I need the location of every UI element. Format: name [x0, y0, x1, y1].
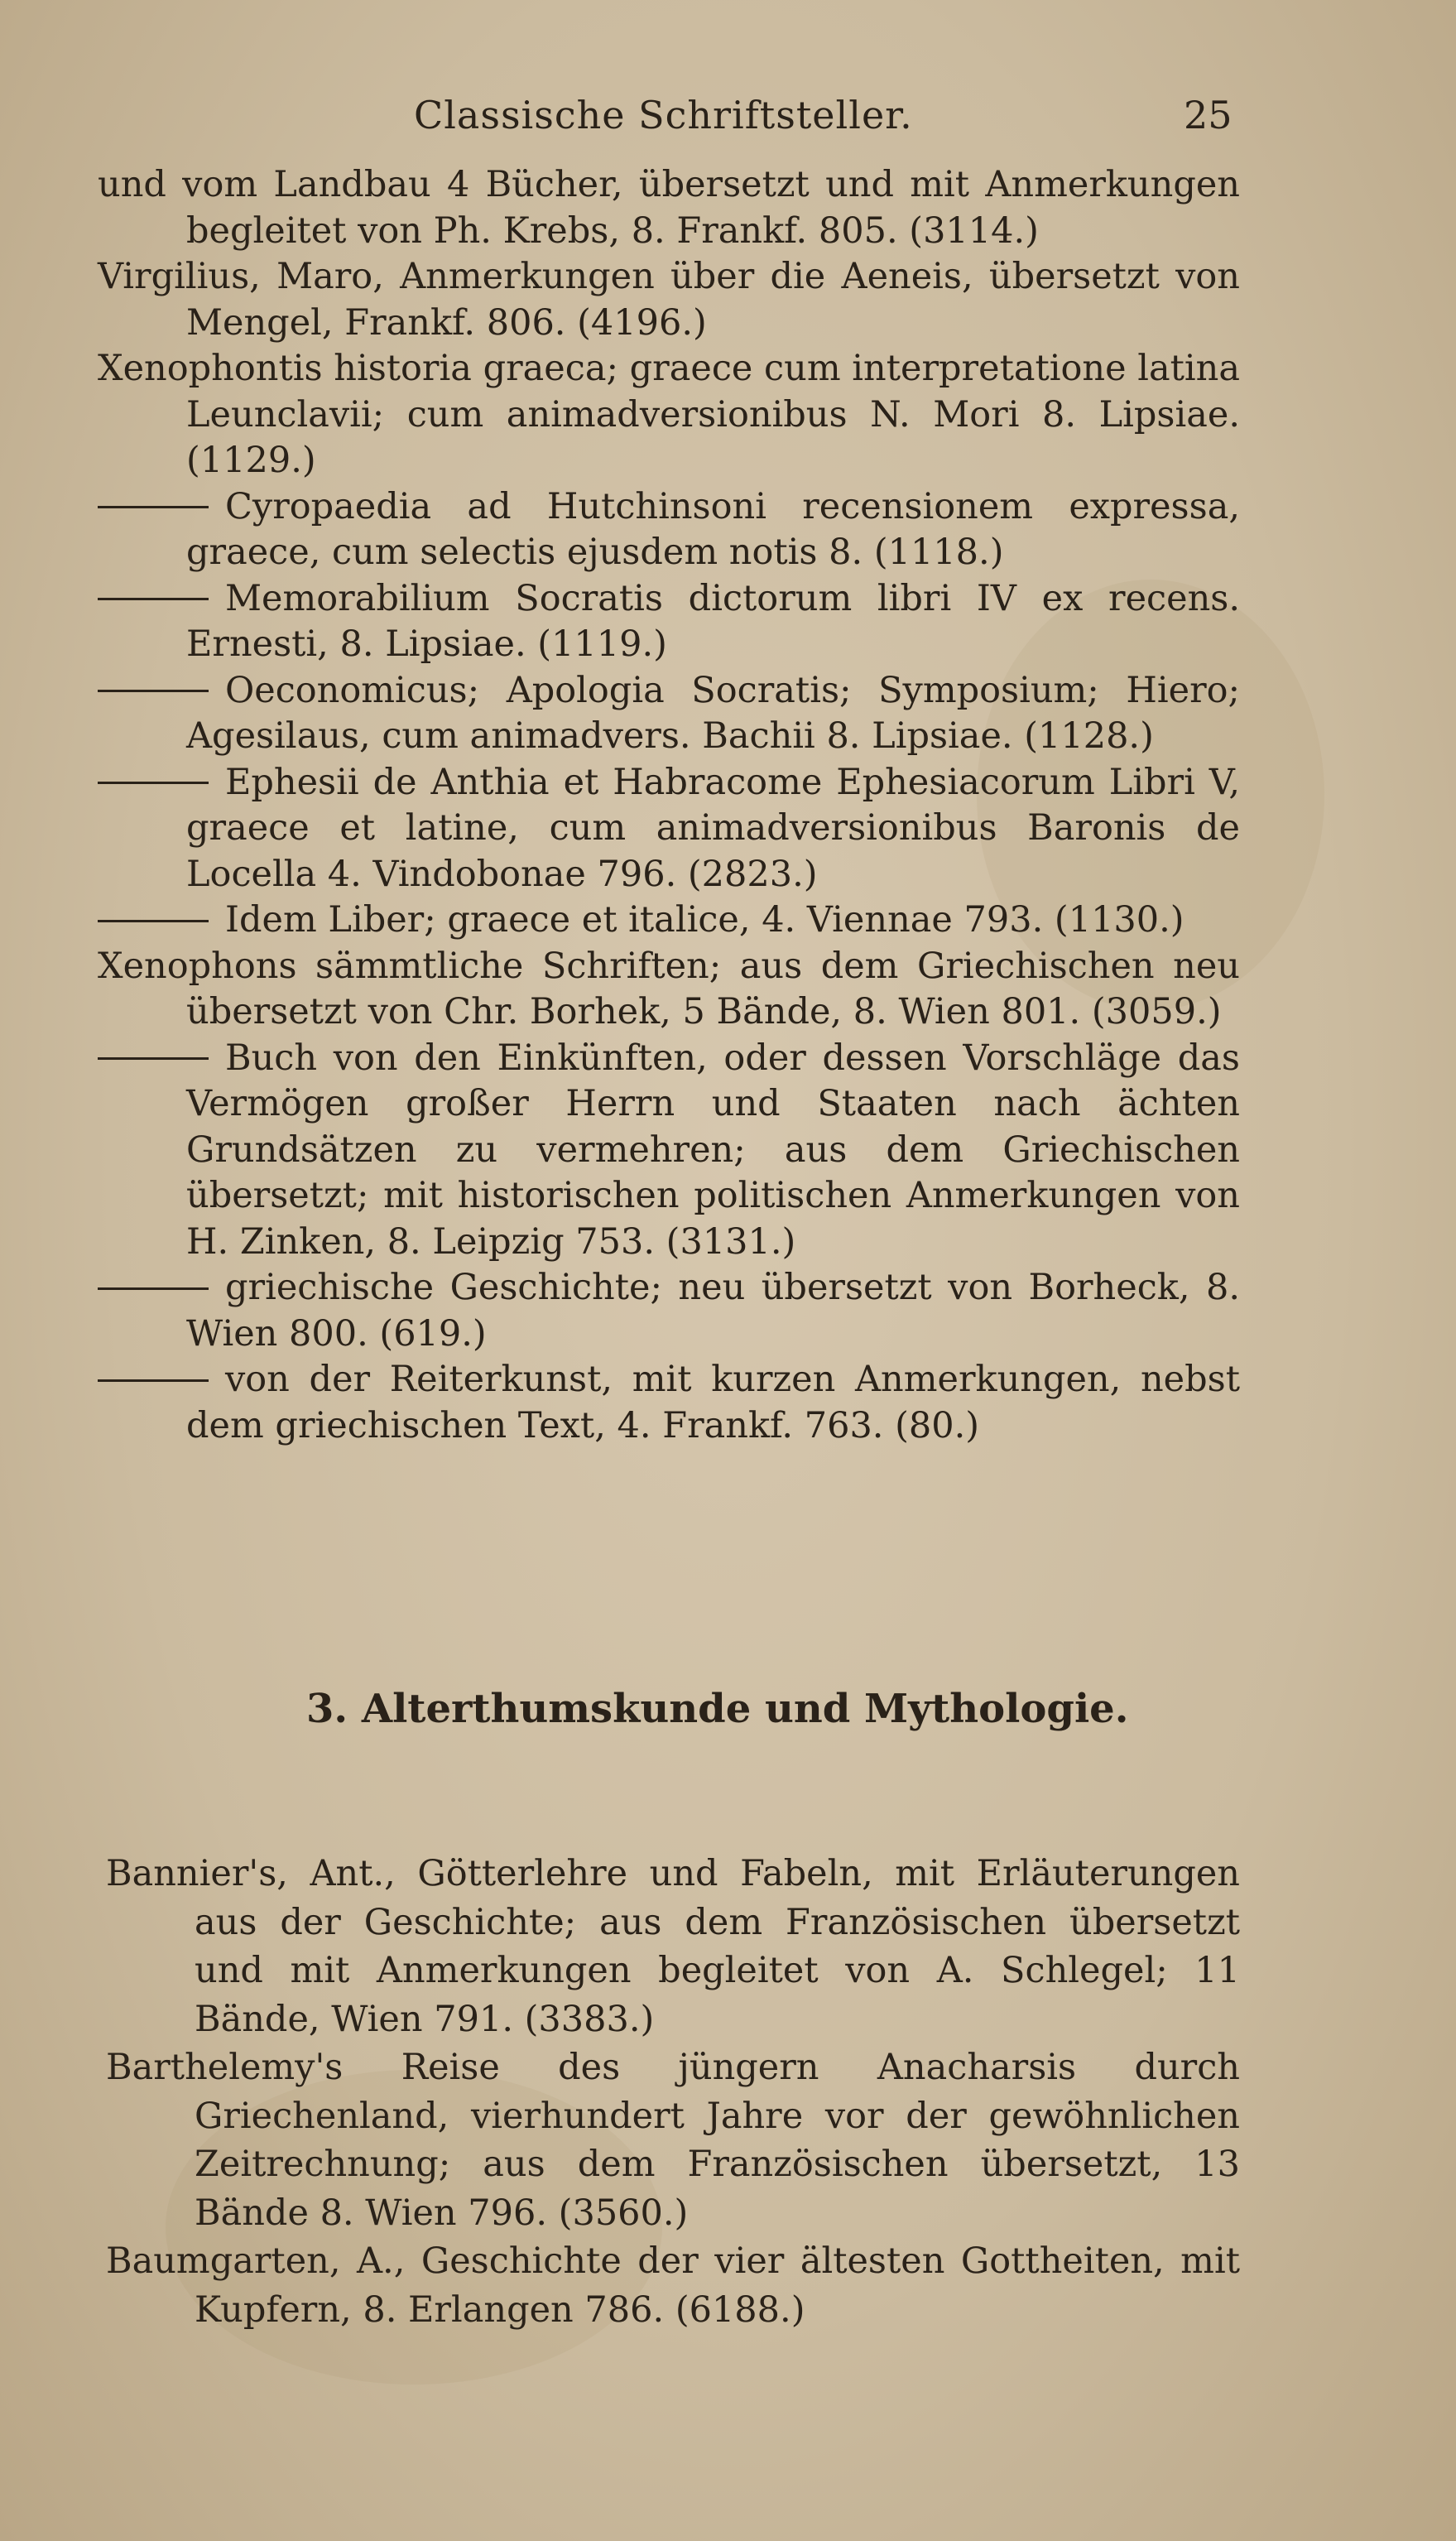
- ditto-dash: [98, 1287, 209, 1290]
- section-entries: [106, 1850, 1240, 2334]
- catalog-entry: [106, 2043, 1240, 2237]
- catalog-entry: [98, 668, 1240, 760]
- catalog-entry: [98, 1036, 1240, 1266]
- ditto-dash: [98, 506, 209, 508]
- entry-text: griechische Geschichte; neu übersetzt von Borheck, 8. Wien 800. (619.): [186, 1267, 1240, 1355]
- entry-text: Baumgarten, A., Geschichte der vier ältesten Gottheiten, mit Kupfern, 8. Erlangen 786. (6188.): [106, 2240, 1240, 2331]
- catalog-entry: [98, 346, 1240, 484]
- ditto-dash: [98, 598, 209, 600]
- ditto-dash: [98, 1379, 209, 1382]
- ditto-dash: [98, 1057, 209, 1060]
- catalog-entry: [98, 254, 1240, 346]
- entry-text: Bannier's, Ant., Götterlehre und Fabeln, mit Erläuterungen aus der Geschichte; aus dem Französischen übersetzt und mit Anmerkungen begleitet von A. Schlegel; 11 Bände, Wien 791. (3383.): [106, 1853, 1240, 2040]
- entry-text: Ephesii de Anthia et Habracome Ephesiacorum Libri V, graece et latine, cum animadversionibus Baronis de Locella 4. Vindobonae 796. (2823.): [186, 761, 1240, 895]
- entry-text: von der Reiterkunst, mit kurzen Anmerkungen, nebst dem griechischen Text, 4. Frankf. 763. (80.): [186, 1359, 1240, 1446]
- catalog-entry: [98, 162, 1240, 254]
- ditto-dash: [98, 690, 209, 692]
- entry-text: Cyropaedia ad Hutchinsoni recensionem expressa, graece, cum selectis ejusdem notis 8. (1118.): [186, 485, 1240, 573]
- catalog-entry: [98, 1357, 1240, 1449]
- running-head: Classische Schriftsteller.: [414, 93, 913, 137]
- catalog-entry: [98, 898, 1240, 944]
- entry-text: und vom Landbau 4 Bücher, übersetzt und mit Anmerkungen begleitet von Ph. Krebs, 8. Frankf. 805. (3114.): [98, 164, 1240, 252]
- section-heading: 3. Alterthumskunde und Mythologie.: [306, 1686, 1129, 1732]
- catalog-entry: [98, 944, 1240, 1036]
- ditto-dash: [98, 782, 209, 784]
- ditto-dash: [98, 920, 209, 922]
- catalog-entry: [106, 1850, 1240, 2043]
- entry-text: Virgilius, Maro, Anmerkungen über die Aeneis, übersetzt von Mengel, Frankf. 806. (4196.): [98, 256, 1240, 344]
- catalog-entry: [98, 576, 1240, 668]
- catalog-entry: [98, 760, 1240, 898]
- page-number: 25: [1184, 93, 1233, 137]
- entry-text: Buch von den Einkünften, oder dessen Vorschläge das Vermögen großer Herrn und Staaten nach ächten Grundsätzen zu vermehren; aus dem Griechischen übersetzt; mit historischen politischen Anmerkungen von H. Zinken, 8. Leipzig 753. (3131.): [186, 1037, 1240, 1263]
- entry-text: Idem Liber; graece et italice, 4. Viennae 793. (1130.): [225, 899, 1185, 941]
- entry-text: Xenophontis historia graeca; graece cum interpretatione latina Leunclavii; cum animadversionibus N. Mori 8. Lipsiae. (1129.): [98, 348, 1240, 481]
- entry-text: Memorabilium Socratis dictorum libri IV ex recens. Ernesti, 8. Lipsiae. (1119.): [186, 577, 1240, 665]
- catalog-entry: [98, 1265, 1240, 1357]
- entry-text: Xenophons sämmtliche Schriften; aus dem Griechischen neu übersetzt von Chr. Borhek, 5 Bände, 8. Wien 801. (3059.): [98, 945, 1240, 1032]
- entry-text: Oeconomicus; Apologia Socratis; Symposium; Hiero; Agesilaus, cum animadvers. Bachii 8. Lipsiae. (1128.): [186, 669, 1240, 757]
- catalog-entries: [98, 162, 1240, 1449]
- entry-text: Barthelemy's Reise des jüngern Anacharsis durch Griechenland, vierhundert Jahre vor der gewöhnlichen Zeitrechnung; aus dem Französischen übersetzt, 13 Bände 8. Wien 796. (3560.): [106, 2047, 1240, 2234]
- catalog-entry: [106, 2237, 1240, 2334]
- catalog-entry: [98, 484, 1240, 576]
